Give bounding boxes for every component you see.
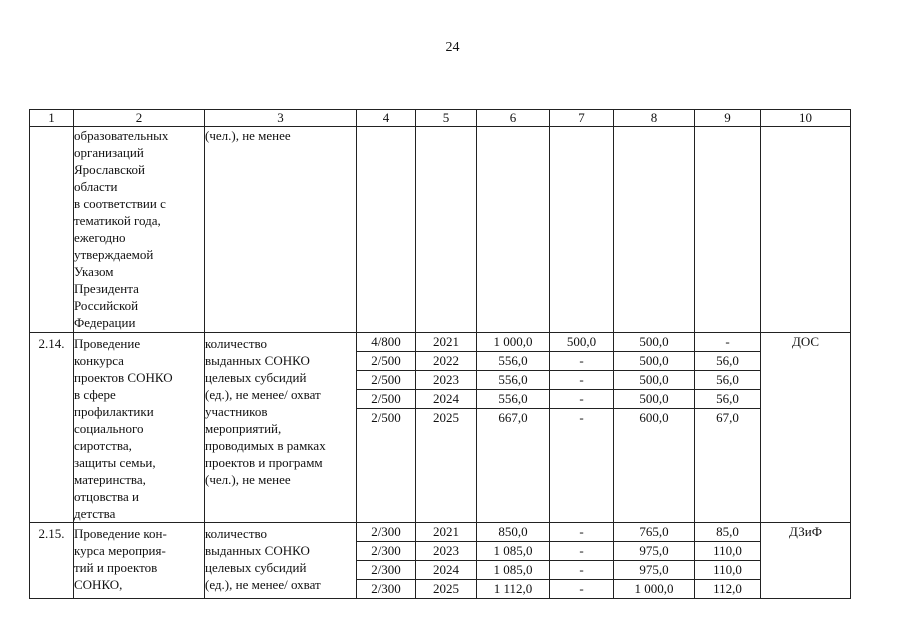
quantity-value: 2/300 [357,523,415,542]
text-line: организаций [74,145,144,160]
regional-amount: 600,0 [639,410,669,425]
total-amount: 556,0 [477,390,549,409]
col6-stack [477,523,550,599]
text-lines [74,525,204,593]
quantity-value: 2/500 [357,352,415,371]
header-cell: 6 [477,110,550,127]
col7-stack [550,333,614,523]
quantity-value: 2/300 [357,561,415,580]
text-line: профилактики [74,404,154,419]
quantity-value: 2/300 [357,542,415,561]
year-value: 2023 [416,371,476,390]
text-line: Президента [74,281,139,296]
federal-amount: 500,0 [550,333,613,352]
header-cell: 3 [205,110,357,127]
text-line: ежегодно [74,230,126,245]
text-line: детства [74,506,116,521]
text-line: области [74,179,118,194]
other-amount: 110,0 [695,542,760,561]
text-line: утверждаемой [74,247,154,262]
table-row [30,333,851,523]
col5-stack [416,333,477,523]
indicator-cell [205,333,357,523]
text-line: проектов и программ [205,455,323,470]
federal-amount: - [550,371,613,390]
header-cell: 1 [30,110,74,127]
text-line: тематикой года, [74,213,161,228]
other-amount: 56,0 [695,371,760,390]
year-value: 2024 [416,561,476,580]
text-line: сиротства, [74,438,132,453]
federal-amount: - [579,581,584,596]
quantity-value: 2/500 [357,390,415,409]
col8-stack [614,333,695,523]
text-line: проводимых в рамках [205,438,326,453]
regional-amount: 765,0 [614,523,694,542]
header-row [30,110,851,127]
federal-amount: - [550,542,613,561]
text-line: участников [205,404,268,419]
year-value: 2022 [416,352,476,371]
text-line: СОНКО, [74,577,123,592]
col7-stack [550,523,614,599]
regional-amount: 500,0 [614,352,694,371]
text-line: (чел.), не менее [205,128,291,143]
year-value: 2021 [416,523,476,542]
regional-amount: 975,0 [614,542,694,561]
total-amount: 1 085,0 [477,542,549,561]
header-cell: 4 [357,110,416,127]
text-line: социального [74,421,144,436]
header-cell: 10 [761,110,851,127]
year-value: 2024 [416,390,476,409]
regional-amount: 500,0 [614,333,694,352]
text-line: Российской [74,298,139,313]
text-line: (ед.), не менее/ охват [205,577,321,592]
text-line: (чел.), не менее [205,472,291,487]
continuation-row [30,127,851,333]
regional-amount: 1 000,0 [634,581,674,596]
text-line: Проведение кон- [74,526,167,541]
text-line: проектов СОНКО [74,370,173,385]
other-amount: 56,0 [695,390,760,409]
text-line: конкурса [74,353,124,368]
agency-cell: ДЗиФ [761,523,851,599]
total-amount: 850,0 [477,523,549,542]
text-line: количество [205,336,268,351]
text-line: защиты семьи, [74,455,156,470]
col8-stack [614,523,695,599]
program-table [29,109,851,599]
text-line: мероприятий, [205,421,282,436]
quantity-value: 4/800 [357,333,415,352]
text-line: выданных СОНКО [205,543,310,558]
text-line: целевых субсидий [205,370,307,385]
header-cell: 9 [695,110,761,127]
indicator-cell [205,127,357,333]
text-line: образовательных [74,128,169,143]
other-amount: 110,0 [695,561,760,580]
col5-stack [416,523,477,599]
col9-stack [695,333,761,523]
header-cell: 2 [74,110,205,127]
col6-stack [477,333,550,523]
text-line: выданных СОНКО [205,353,310,368]
federal-amount: - [550,523,613,542]
agency-cell: ДОС [761,333,851,523]
year-value: 2025 [433,581,459,596]
col4-stack [357,523,416,599]
total-amount: 1 000,0 [477,333,549,352]
text-line: в соответствии с [74,196,166,211]
year-value: 2025 [433,410,459,425]
total-amount: 667,0 [498,410,528,425]
row-number: 2.14. [30,333,74,523]
text-lines [74,127,204,331]
text-line: количество [205,526,268,541]
row-number: 2.15. [30,523,74,599]
text-line: курса мероприя- [74,543,166,558]
federal-amount: - [550,352,613,371]
text-line: Федерации [74,315,136,330]
total-amount: 556,0 [477,352,549,371]
text-line: Указом [74,264,114,279]
text-line: в сфере [74,387,116,402]
text-line: тий и проектов [74,560,158,575]
regional-amount: 975,0 [614,561,694,580]
other-amount: 85,0 [695,523,760,542]
col9-stack [695,523,761,599]
regional-amount: 500,0 [614,371,694,390]
col4-stack [357,333,416,523]
header-cell: 8 [614,110,695,127]
total-amount: 556,0 [477,371,549,390]
other-amount: - [695,333,760,352]
text-lines [205,335,356,488]
quantity-value: 2/300 [371,581,401,596]
activity-name-cell [74,333,205,523]
activity-name-cell [74,127,205,333]
regional-amount: 500,0 [614,390,694,409]
indicator-cell [205,523,357,599]
header-cell: 5 [416,110,477,127]
text-line: отцовства и [74,489,139,504]
text-lines [205,525,356,593]
quantity-value: 2/500 [357,371,415,390]
quantity-value: 2/500 [371,410,401,425]
total-amount: 1 112,0 [493,581,533,596]
total-amount: 1 085,0 [477,561,549,580]
text-lines [205,127,356,144]
year-value: 2021 [416,333,476,352]
text-line: Проведение [74,336,141,351]
text-line: Ярославской [74,162,145,177]
text-line: материнства, [74,472,146,487]
other-amount: 56,0 [695,352,760,371]
other-amount: 67,0 [716,410,739,425]
text-line: (ед.), не менее/ охват [205,387,321,402]
activity-name-cell [74,523,205,599]
text-lines [74,335,204,522]
header-cell: 7 [550,110,614,127]
other-amount: 112,0 [713,581,742,596]
table-row [30,523,851,599]
year-value: 2023 [416,542,476,561]
page-number: 24 [445,40,460,55]
federal-amount: - [579,410,584,425]
federal-amount: - [550,561,613,580]
federal-amount: - [550,390,613,409]
text-line: целевых субсидий [205,560,307,575]
